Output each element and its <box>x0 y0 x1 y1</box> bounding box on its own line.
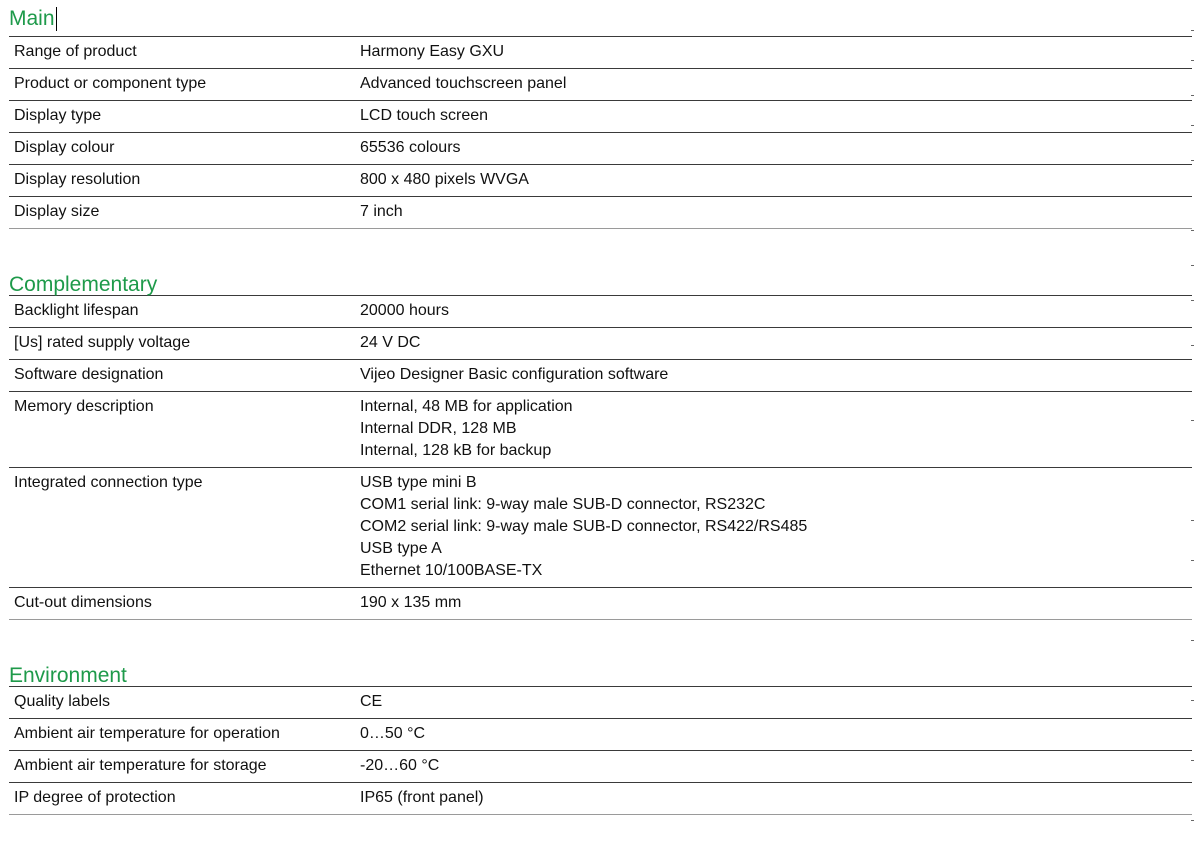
row-value <box>360 37 1192 68</box>
row-value <box>360 468 1192 587</box>
edge-mark <box>1191 95 1194 96</box>
row-label: Range of product <box>14 43 137 60</box>
row-value <box>360 197 1192 228</box>
edge-mark <box>1191 760 1194 761</box>
table-row <box>9 101 1192 133</box>
value-line: Internal, 48 MB for application <box>360 398 573 415</box>
value-line: 65536 colours <box>360 139 461 156</box>
value-line: -20…60 °C <box>360 757 440 774</box>
row-value <box>360 101 1192 132</box>
table-row <box>9 360 1192 392</box>
edge-mark <box>1191 345 1194 346</box>
row-label: Memory description <box>14 398 154 415</box>
row-label: Cut-out dimensions <box>14 594 152 611</box>
table-row <box>9 197 1192 229</box>
edge-mark <box>1191 640 1194 641</box>
row-label: IP degree of protection <box>14 789 176 806</box>
row-value <box>360 783 1192 814</box>
table-row <box>9 392 1192 468</box>
edge-mark <box>1191 420 1194 421</box>
edge-mark <box>1191 560 1194 561</box>
section-title-text: Environment <box>9 664 127 687</box>
row-label: Display size <box>14 203 100 220</box>
edge-mark <box>1191 30 1194 31</box>
value-line: Ethernet 10/100BASE-TX <box>360 562 543 579</box>
row-value <box>360 69 1192 100</box>
value-line: CE <box>360 693 383 710</box>
value-line: 24 V DC <box>360 334 421 351</box>
edge-mark <box>1191 300 1194 301</box>
section-main <box>9 37 1192 229</box>
value-line: Advanced touchscreen panel <box>360 75 567 92</box>
edge-mark <box>1191 820 1194 821</box>
spec-document <box>9 0 1192 815</box>
row-label: Integrated connection type <box>14 474 203 491</box>
value-line: 190 x 135 mm <box>360 594 462 611</box>
section-title-complementary <box>9 266 1192 296</box>
row-value <box>360 392 1192 467</box>
value-line: LCD touch screen <box>360 107 489 124</box>
row-label: [Us] rated supply voltage <box>14 334 191 351</box>
row-label: Display type <box>14 107 102 124</box>
row-label: Product or component type <box>14 75 207 92</box>
value-line: COM1 serial link: 9-way male SUB-D connector, RS232C <box>360 496 766 513</box>
value-line: Internal DDR, 128 MB <box>360 420 517 437</box>
value-line: COM2 serial link: 9-way male SUB-D connector, RS422/RS485 <box>360 518 808 535</box>
row-label: Display colour <box>14 139 115 156</box>
table-row <box>9 165 1192 197</box>
edge-mark <box>1191 125 1194 126</box>
text-cursor <box>56 7 57 31</box>
table-row <box>9 328 1192 360</box>
row-label: Display resolution <box>14 171 141 188</box>
table-row <box>9 687 1192 719</box>
edge-mark <box>1191 230 1194 231</box>
row-label: Ambient air temperature for operation <box>14 725 280 742</box>
table-row <box>9 751 1192 783</box>
row-value <box>360 328 1192 359</box>
value-line: 0…50 °C <box>360 725 426 742</box>
row-value <box>360 751 1192 782</box>
edge-mark <box>1191 265 1194 266</box>
table-row <box>9 296 1192 328</box>
edge-mark <box>1191 700 1194 701</box>
row-value <box>360 296 1192 327</box>
row-label: Backlight lifespan <box>14 302 139 319</box>
section-environment <box>9 687 1192 815</box>
edge-mark <box>1191 60 1194 61</box>
table-row <box>9 133 1192 165</box>
row-label: Quality labels <box>14 693 111 710</box>
table-row <box>9 719 1192 751</box>
value-line: USB type mini B <box>360 474 477 491</box>
row-value <box>360 133 1192 164</box>
section-complementary <box>9 296 1192 620</box>
right-edge-marks <box>1189 0 1195 843</box>
section-title-main <box>9 0 1192 37</box>
section-title-text: Main <box>9 7 55 30</box>
table-row <box>9 37 1192 69</box>
row-label: Ambient air temperature for storage <box>14 757 267 774</box>
table-row <box>9 69 1192 101</box>
row-value <box>360 588 1192 619</box>
section-title-text: Complementary <box>9 273 158 296</box>
row-label: Software designation <box>14 366 164 383</box>
row-value <box>360 360 1192 391</box>
value-line: Harmony Easy GXU <box>360 43 505 60</box>
value-line: Internal, 128 kB for backup <box>360 442 552 459</box>
edge-mark <box>1191 520 1194 521</box>
value-line: 7 inch <box>360 203 403 220</box>
value-line: IP65 (front panel) <box>360 789 484 806</box>
table-row <box>9 588 1192 620</box>
edge-mark <box>1191 160 1194 161</box>
row-value <box>360 165 1192 196</box>
value-line: Vijeo Designer Basic configuration software <box>360 366 669 383</box>
table-row <box>9 468 1192 588</box>
row-value <box>360 719 1192 750</box>
section-title-environment <box>9 657 1192 687</box>
row-value <box>360 687 1192 718</box>
value-line: USB type A <box>360 540 442 557</box>
table-row <box>9 783 1192 815</box>
value-line: 20000 hours <box>360 302 449 319</box>
value-line: 800 x 480 pixels WVGA <box>360 171 529 188</box>
